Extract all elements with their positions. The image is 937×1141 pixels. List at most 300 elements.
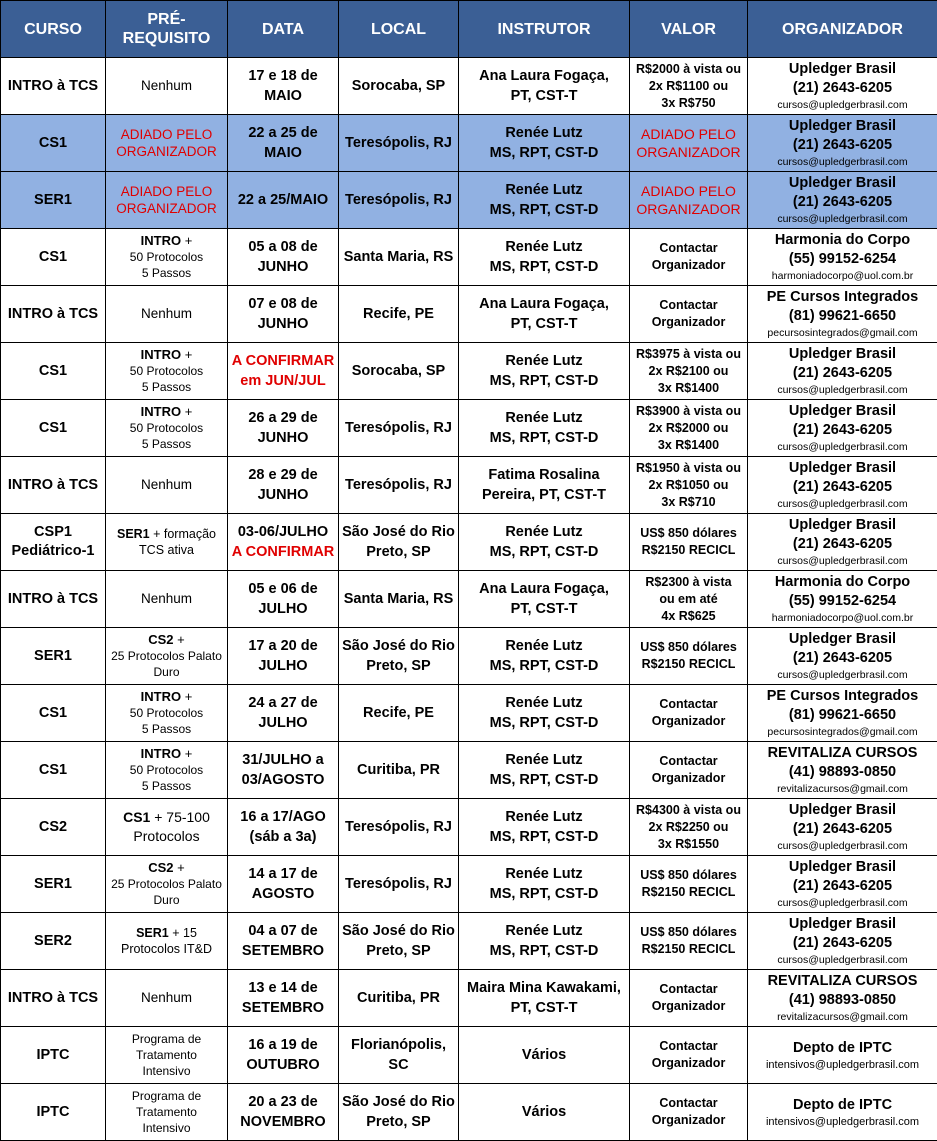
date-line: 14 a 17 de [248,866,318,882]
cell-valor [630,1027,748,1084]
prereq-main: INTRO + [140,404,193,419]
organizer-name: Upledger Brasil [788,175,897,191]
organizer-name: REVITALIZA CURSOS [767,973,918,989]
date-line: AGOSTO [251,886,315,902]
organizer-email: cursos@upledgerbrasil.com [777,555,908,567]
cell-instrutor [459,514,630,571]
date-line: 04 a 07 de [248,923,318,939]
cell-curso: SER1 [1,628,106,685]
cell-organizador [748,571,937,628]
organizer-phone: (21) 2643-6205 [792,365,893,381]
prereq-text: Nenhum [140,306,193,321]
instrutor-line: PT, CST-T [510,88,578,104]
organizer-name: Upledger Brasil [788,631,897,647]
cell-valor [630,229,748,286]
cell-data [228,571,339,628]
instrutor-line: Renée Lutz [505,752,583,768]
cell-instrutor [459,457,630,514]
cell-curso: CSP1 Pediátrico-1 [1,514,106,571]
valor-line: 3x R$1400 [657,380,720,395]
cell-data [228,400,339,457]
valor-line: US$ 850 dólares [640,526,737,540]
prereq-line: Intensivo [142,1064,191,1078]
cell-valor [630,970,748,1027]
cell-organizador [748,58,937,115]
table-row [1,1084,937,1141]
organizer-email: harmoniadocorpo@uol.com.br [771,270,914,282]
valor-line: R$3900 à vista ou [636,403,741,418]
date-line: MAIO [264,145,302,161]
valor-line: R$2300 à vista [645,574,732,589]
organizer-phone: (21) 2643-6205 [792,479,893,495]
organizer-phone: (21) 2643-6205 [792,650,893,666]
organizer-name: Upledger Brasil [788,61,897,77]
valor-line: ADIADO PELO [641,183,736,199]
prereq-line: Intensivo [142,1121,191,1135]
cell-valor [630,742,748,799]
organizer-name: Harmonia do Corpo [774,574,911,590]
instrutor-line: Renée Lutz [505,182,583,198]
prereq-line: Tratamento [136,1048,197,1062]
prereq-sub: 25 Protocolos Palato [111,649,222,663]
cell-curso: INTRO à TCS [1,457,106,514]
table-row [1,685,937,742]
cell-organizador [748,400,937,457]
cell-data [228,115,339,172]
valor-line: R$2000 à vista ou [636,61,741,76]
cell-curso: IPTC [1,1084,106,1141]
prereq-sub: 5 Passos [141,380,192,394]
cell-local: São José do Rio Preto, SP [339,628,459,685]
cell-local: Teresópolis, RJ [339,856,459,913]
prereq-main: CS1 + 75-100 [123,809,210,825]
instrutor-line: Renée Lutz [505,866,583,882]
prereq-sub: 50 Protocolos [129,364,204,378]
date-line: JULHO [258,601,308,617]
organizer-email: revitalizacursos@gmail.com [777,1011,908,1023]
instrutor-line: MS, RPT, CST-D [489,943,599,959]
prereq-sub: 5 Passos [141,722,192,736]
cell-instrutor [459,343,630,400]
instrutor-line: Ana Laura Fogaça, [479,296,609,312]
cell-local: Teresópolis, RJ [339,457,459,514]
table-row [1,856,937,913]
cell-curso: INTRO à TCS [1,571,106,628]
prereq-main: SER1 + 15 [136,926,197,940]
table-row [1,58,937,115]
table-row [1,970,937,1027]
cell-valor [630,1084,748,1141]
valor-line: R$1950 à vista ou [636,460,741,475]
cell-prerequisito [106,286,228,343]
valor-line: Contactar [659,697,718,711]
cell-valor [630,628,748,685]
organizer-name: Upledger Brasil [788,517,897,533]
cell-organizador [748,913,937,970]
instrutor-line: Vários [521,1047,567,1063]
organizer-email: cursos@upledgerbrasil.com [777,897,908,909]
cell-curso: CS1 [1,400,106,457]
cell-local: Teresópolis, RJ [339,115,459,172]
header-curso: CURSO [1,1,106,58]
cell-prerequisito: ADIADO PELO ORGANIZADOR [106,115,228,172]
organizer-email: cursos@upledgerbrasil.com [777,840,908,852]
cell-instrutor [459,571,630,628]
cell-instrutor [459,172,630,229]
prereq-main: CS2 + [148,860,185,875]
date-line: JULHO [258,658,308,674]
organizer-phone: (21) 2643-6205 [792,422,893,438]
valor-line: 3x R$1400 [657,437,720,452]
cell-data [228,1027,339,1084]
cell-organizador [748,343,937,400]
valor-line: Organizador [651,258,726,272]
table-row [1,514,937,571]
prereq-line: Tratamento [136,1105,197,1119]
organizer-name: Upledger Brasil [788,460,897,476]
cell-prerequisito: ADIADO PELO ORGANIZADOR [106,172,228,229]
date-line: 16 a 19 de [248,1037,318,1053]
cell-valor [630,286,748,343]
cell-data [228,685,339,742]
instrutor-line: Renée Lutz [505,524,583,540]
cell-local: Curitiba, PR [339,970,459,1027]
cell-organizador [748,970,937,1027]
date-line: 26 a 29 de [248,410,318,426]
cell-prerequisito [106,343,228,400]
valor-line: Contactar [659,298,718,312]
date-line: JULHO [258,715,308,731]
cell-prerequisito [106,571,228,628]
date-line: 28 e 29 de [248,467,318,483]
cell-instrutor [459,628,630,685]
cell-organizador [748,1027,937,1084]
date-line: 05 a 08 de [248,239,318,255]
instrutor-line: MS, RPT, CST-D [489,202,599,218]
organizer-name: Harmonia do Corpo [774,232,911,248]
header-prerequisito [106,1,228,58]
date-line: 16 a 17/AGO [240,809,326,825]
header-prereq-line2: REQUISITO [122,30,211,47]
organizer-phone: (21) 2643-6205 [792,536,893,552]
valor-line: US$ 850 dólares [640,925,737,939]
valor-line: Contactar [659,241,718,255]
header-valor: VALOR [630,1,748,58]
valor-line: Organizador [651,771,726,785]
cell-organizador [748,799,937,856]
prereq-text: Nenhum [140,477,193,492]
instrutor-line: Renée Lutz [505,923,583,939]
organizer-phone: (21) 2643-6205 [792,80,893,96]
table-row [1,229,937,286]
organizer-name: REVITALIZA CURSOS [767,745,918,761]
cell-instrutor [459,115,630,172]
organizer-phone: (21) 2643-6205 [792,137,893,153]
cell-organizador [748,229,937,286]
organizer-email: harmoniadocorpo@uol.com.br [771,612,914,624]
date-line: NOVEMBRO [240,1114,326,1130]
cell-curso: CS1 [1,742,106,799]
valor-line: R$4300 à vista ou [636,802,741,817]
valor-line: 3x R$750 [661,95,716,110]
valor-line: ORGANIZADOR [636,201,741,217]
cell-organizador [748,685,937,742]
cell-organizador [748,286,937,343]
table-row [1,115,937,172]
organizer-email: cursos@upledgerbrasil.com [777,99,908,111]
cell-prerequisito [106,514,228,571]
cell-curso: CS1 [1,685,106,742]
instrutor-line: MS, RPT, CST-D [489,715,599,731]
cell-instrutor [459,58,630,115]
date-line: 05 e 06 de [248,581,318,597]
cell-valor [630,343,748,400]
prereq-sub: Duro [153,665,180,679]
table-body [1,58,937,1141]
date-line: 31/JULHO a [242,752,324,768]
cell-local: Teresópolis, RJ [339,799,459,856]
instrutor-line: MS, RPT, CST-D [489,373,599,389]
instrutor-line: Renée Lutz [505,410,583,426]
cell-valor [630,172,748,229]
prereq-sub: 25 Protocolos Palato [111,877,222,891]
cell-prerequisito [106,742,228,799]
organizer-email: cursos@upledgerbrasil.com [777,156,908,168]
cell-data [228,457,339,514]
table-row [1,457,937,514]
cell-prerequisito [106,1084,228,1141]
organizer-email: cursos@upledgerbrasil.com [777,498,908,510]
organizer-email: intensivos@upledgerbrasil.com [765,1058,920,1071]
cell-local: São José do Rio Preto, SP [339,1084,459,1141]
valor-line: 3x R$710 [661,494,716,509]
date-line: A CONFIRMAR [231,544,335,560]
date-line: SETEMBRO [241,1000,325,1016]
valor-line: US$ 850 dólares [640,868,737,882]
organizer-phone: (21) 2643-6205 [792,821,893,837]
cell-curso: CS1 [1,229,106,286]
cell-data [228,970,339,1027]
date-line: JUNHO [257,316,309,332]
prereq-main: CS2 + [148,632,185,647]
cell-instrutor [459,970,630,1027]
cell-curso: CS1 [1,343,106,400]
cell-curso: CS1 [1,115,106,172]
cell-prerequisito [106,913,228,970]
valor-line: 4x R$625 [661,608,716,623]
valor-line: Organizador [651,714,726,728]
instrutor-line: PT, CST-T [510,1000,578,1016]
organizer-name: Upledger Brasil [788,916,897,932]
organizer-phone: (21) 2643-6205 [792,194,893,210]
cell-instrutor [459,400,630,457]
cell-valor [630,913,748,970]
date-line: 03/AGOSTO [241,772,325,788]
prereq-main: INTRO + [140,233,193,248]
prereq-main: INTRO + [140,689,193,704]
date-line: A CONFIRMAR [231,353,335,369]
cell-prerequisito [106,457,228,514]
organizer-email: pecursosintegrados@gmail.com [767,726,918,738]
cell-curso: SER2 [1,913,106,970]
valor-line: 2x R$2100 ou [648,363,729,378]
date-line: 17 e 18 de [248,68,318,84]
cell-curso: SER1 [1,172,106,229]
organizer-name: Upledger Brasil [788,346,897,362]
instrutor-line: Renée Lutz [505,239,583,255]
cell-data [228,514,339,571]
cell-data [228,628,339,685]
table-row [1,799,937,856]
cell-curso: INTRO à TCS [1,286,106,343]
cell-curso: INTRO à TCS [1,970,106,1027]
organizer-email: revitalizacursos@gmail.com [777,783,908,795]
instrutor-line: MS, RPT, CST-D [489,145,599,161]
cell-local: São José do Rio Preto, SP [339,514,459,571]
valor-line: Organizador [651,999,726,1013]
cell-instrutor [459,685,630,742]
organizer-phone: (55) 99152-6254 [788,251,897,267]
cell-local: Teresópolis, RJ [339,172,459,229]
cell-organizador [748,628,937,685]
valor-line: 2x R$2000 ou [648,420,729,435]
cell-data [228,913,339,970]
prereq-sub: 5 Passos [141,437,192,451]
prereq-sub: TCS ativa [139,543,194,557]
instrutor-line: MS, RPT, CST-D [489,886,599,902]
cell-local: Recife, PE [339,286,459,343]
organizer-phone: (21) 2643-6205 [792,935,893,951]
cell-curso: INTRO à TCS [1,58,106,115]
date-line: 07 e 08 de [248,296,318,312]
prereq-sub: 50 Protocolos [129,421,204,435]
cell-local: Recife, PE [339,685,459,742]
cell-valor [630,58,748,115]
instrutor-line: Renée Lutz [505,353,583,369]
organizer-email: cursos@upledgerbrasil.com [777,669,908,681]
prereq-text: Nenhum [140,78,193,93]
cell-data [228,229,339,286]
table-row [1,172,937,229]
valor-line: Contactar [659,982,718,996]
organizer-email: pecursosintegrados@gmail.com [767,327,918,339]
valor-line: ADIADO PELO [641,126,736,142]
valor-line: ou em até [659,591,718,606]
organizer-name: Upledger Brasil [788,859,897,875]
date-line: JUNHO [257,487,309,503]
prereq-sub: 50 Protocolos [129,250,204,264]
valor-line: 2x R$1100 ou [648,78,729,93]
organizer-email: intensivos@upledgerbrasil.com [765,1115,920,1128]
table-row [1,286,937,343]
cell-prerequisito [106,400,228,457]
instrutor-line: MS, RPT, CST-D [489,772,599,788]
table-row [1,1027,937,1084]
cell-instrutor [459,1027,630,1084]
cell-data [228,343,339,400]
cell-organizador [748,115,937,172]
cell-organizador [748,172,937,229]
table-row [1,343,937,400]
cell-prerequisito [106,229,228,286]
instrutor-line: Pereira, PT, CST-T [481,487,607,503]
prereq-sub: 5 Passos [141,266,192,280]
cell-instrutor [459,799,630,856]
date-line: SETEMBRO [241,943,325,959]
organizer-email: cursos@upledgerbrasil.com [777,213,908,225]
valor-line: Contactar [659,754,718,768]
date-line: 03-06/JULHO [237,524,329,540]
table-row [1,628,937,685]
prereq-sub: 50 Protocolos [129,706,204,720]
cell-valor [630,115,748,172]
organizer-email: cursos@upledgerbrasil.com [777,384,908,396]
organizer-name: PE Cursos Integrados [766,688,919,704]
cell-instrutor [459,856,630,913]
cell-instrutor [459,286,630,343]
valor-line: R$2150 RECICL [641,942,736,956]
cell-organizador [748,457,937,514]
organizer-phone: (41) 98893-0850 [788,764,897,780]
valor-line: 2x R$1050 ou [648,477,729,492]
cell-data [228,286,339,343]
valor-line: R$2150 RECICL [641,657,736,671]
organizer-name: Depto de IPTC [792,1096,893,1113]
prereq-main: INTRO + [140,746,193,761]
instrutor-line: Maira Mina Kawakami, [467,980,621,996]
cell-instrutor [459,742,630,799]
instrutor-line: PT, CST-T [510,316,578,332]
cell-valor [630,457,748,514]
valor-line: Organizador [651,1113,726,1127]
instrutor-line: MS, RPT, CST-D [489,259,599,275]
instrutor-line: MS, RPT, CST-D [489,430,599,446]
cell-valor [630,685,748,742]
table-row [1,913,937,970]
cell-curso: IPTC [1,1027,106,1084]
cell-local: Santa Maria, RS [339,229,459,286]
date-line: em JUN/JUL [240,373,326,389]
prereq-sub: 5 Passos [141,779,192,793]
prereq-sub: Protocolos [133,828,200,844]
header-organizador: ORGANIZADOR [748,1,937,58]
valor-line: Contactar [659,1096,718,1110]
cell-local: Sorocaba, SP [339,343,459,400]
cell-curso: CS2 [1,799,106,856]
cell-valor [630,856,748,913]
instrutor-line: Renée Lutz [505,695,583,711]
date-line: 24 a 27 de [248,695,318,711]
prereq-main: SER1 + formação [116,527,216,541]
valor-line: Organizador [651,315,726,329]
header-prereq-line1: PRÉ- [147,11,186,28]
cell-local: Curitiba, PR [339,742,459,799]
date-line: 22 a 25 de [248,125,318,141]
valor-line: Contactar [659,1039,718,1053]
cell-valor [630,514,748,571]
cell-local: Florianópolis, SC [339,1027,459,1084]
cell-prerequisito [106,58,228,115]
date-line: JUNHO [257,259,309,275]
organizer-phone: (81) 99621-6650 [788,707,897,723]
cell-instrutor [459,1084,630,1141]
cell-data [228,58,339,115]
prereq-text: Nenhum [140,990,193,1005]
instrutor-line: Renée Lutz [505,125,583,141]
instrutor-line: Renée Lutz [505,809,583,825]
date-line: 22 a 25/MAIO [237,192,329,208]
table-row [1,400,937,457]
